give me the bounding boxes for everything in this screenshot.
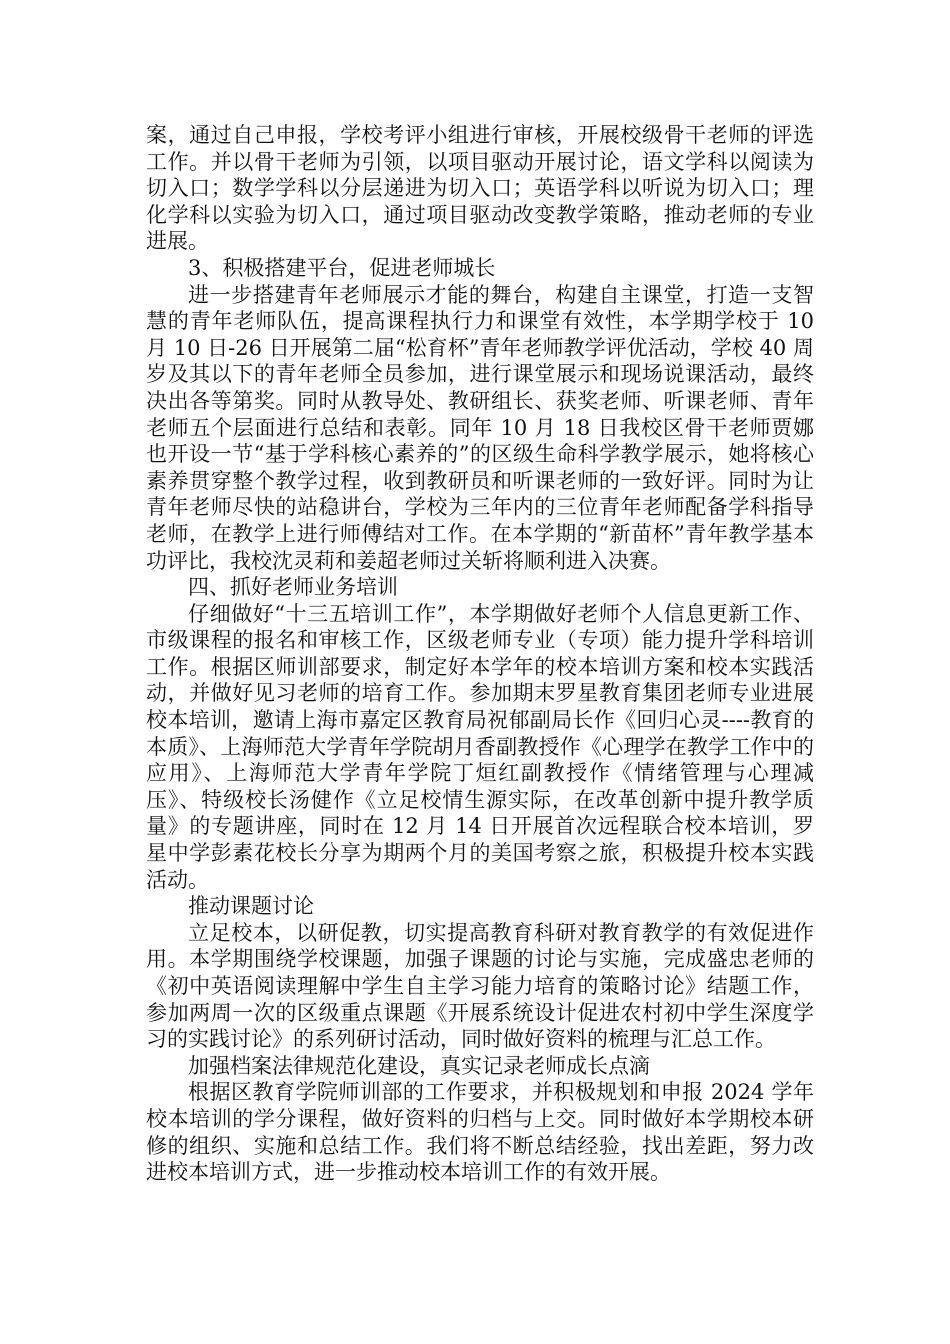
paragraph-training-work: 仔细做好“十三五培训工作”，本学期做好老师个人信息更新工作、市级课程的报名和审核工作，区级老师专业（专项）能力提升学科培训工作。根据区师训部要求，制定好本学年的校本培训方案和校本实践活动，并做好见习老师的培育工作。参加期末罗星教育集团老师专业进展校本培训，邀请上海市嘉定区教育局祝郁副局长作《回归心灵----教育的本质》、上海师范大学青年学院胡月香副教授作《心理学在教学工作中的应用》、上海师范大学青年学院丁烜红副教授作《情绪管理与心理减压》、特级校长汤健作《立足校情生源实际，在改革创新中提升教学质量》的专题讲座，同时在 12 月 14 日开展首次远程联合校本培训，罗星中学彭素花校长分享为期两个月的美国考察之旅，积极提升校本实践活动。 xyxy=(146,601,814,892)
heading-teacher-training: 四、抓好老师业务培训 xyxy=(188,575,398,600)
heading-research-topics: 推动课题讨论 xyxy=(188,894,314,919)
document-page xyxy=(146,122,821,1186)
heading-archive-standardization: 加强档案法律规范化建设，真实记录老师成长点滴 xyxy=(188,1053,650,1078)
paragraph-research: 立足校本，以研促教，切实提高教育科研对教育教学的有效促进作用。本学期围绕学校课题，加强子课题的讨论与实施，完成盛忠老师的《初中英语阅读理解中学生自主学习能力培育的策略讨论》结题工作，参加两周一次的区级重点课题《开展系统设计促进农村初中学生深度学习的实践讨论》的系列研讨活动，同时做好资料的梳理与汇总工作。 xyxy=(146,920,814,1052)
paragraph-selection-criteria: 案，通过自己申报，学校考评小组进行审核，开展校级骨干老师的评选工作。并以骨干老师为引领，以项目驱动开展讨论，语文学科以阅读为切入口；数学学科以分层递进为切入口；英语学科以听说为切入口；理化学科以实验为切入口，通过项目驱动改变教学策略，推动老师的专业进展。 xyxy=(146,123,814,254)
paragraph-archive: 根据区教育学院师训部的工作要求，并积极规划和申报 2024 学年校本培训的学分课程，做好资料的归档与上交。同时做好本学期校本研修的组织、实施和总结工作。我们将不断总结经验，找出差距，努力改进校本培训方式，进一步推动校本培训工作的有效开展。 xyxy=(146,1080,814,1185)
heading-build-platform: 3、积极搭建平台，促进老师城长 xyxy=(188,255,496,280)
paragraph-young-teachers: 进一步搭建青年老师展示才能的舞台，构建自主课堂，打造一支智慧的青年老师队伍，提高课程执行力和课堂有效性，本学期学校于 10 月 10 日-26 日开展第二届“松育杯”青年老师教学评优活动，学校 40 周岁及其以下的青年老师全员参加，进行课堂展示和现场说课活动，最终决出各等第奖。同时从教导处、教研组长、获奖老师、听课老师、青年老师五个层面进行总结和表彰。同年 10 月 18 日我校区骨干老师贾娜也开设一节“基于学科核心素养的”的区级生命科学教学展示，她将核心素养贯穿整个教学过程，收到教研员和听课老师的一致好评。同时为让青年老师尽快的站稳讲台，学校为三年内的三位青年老师配备学科指导老师，在教学上进行师傅结对工作。在本学期的“新苗杯”青年教学基本功评比，我校沈灵莉和姜超老师过关斩将顺利进入决赛。 xyxy=(146,282,821,573)
